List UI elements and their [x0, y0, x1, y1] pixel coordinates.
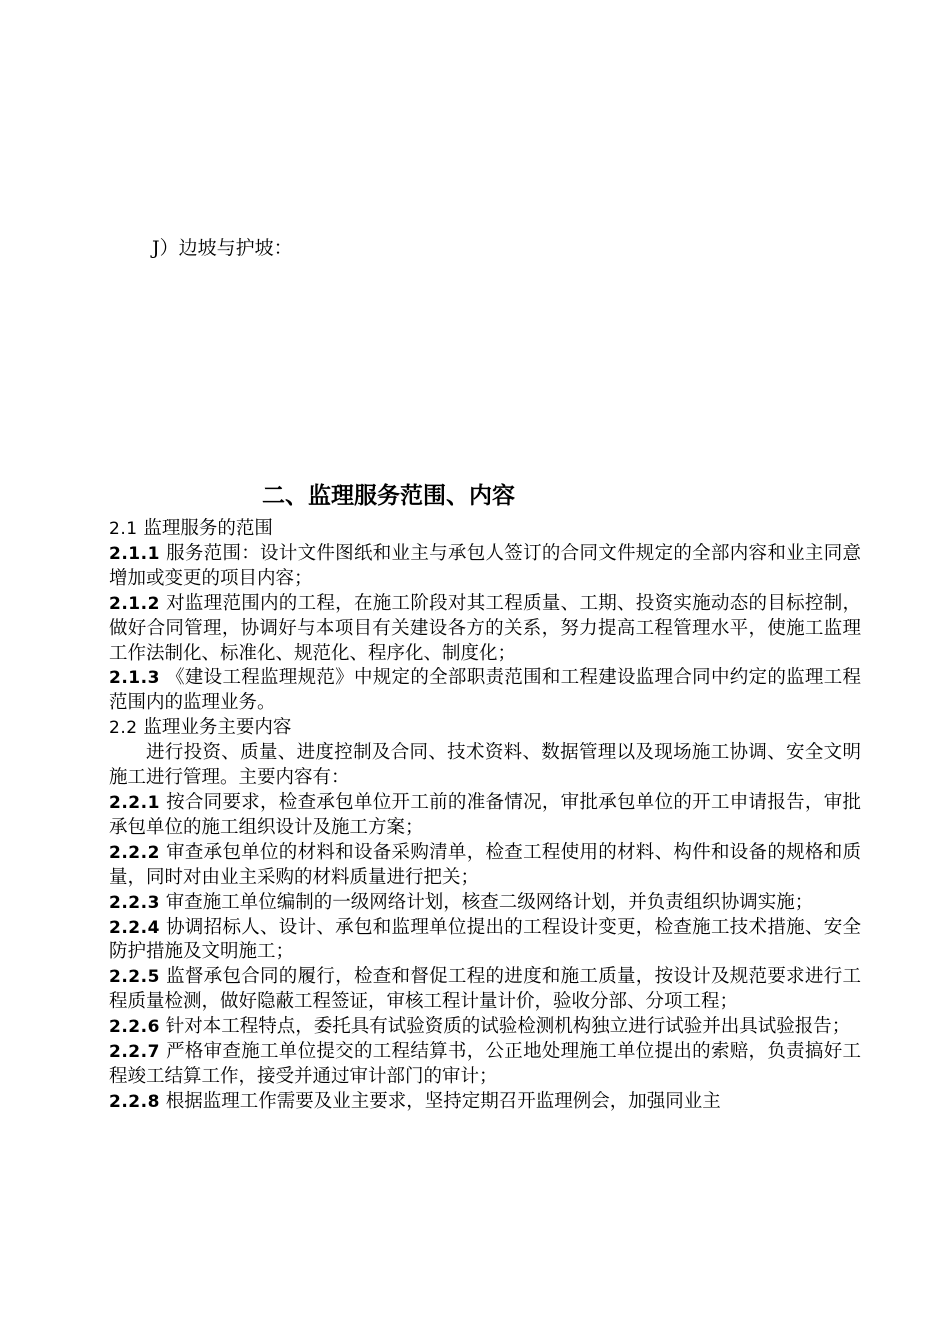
- item-j-slope-protection: J）边坡与护坡：: [152, 237, 293, 259]
- paragraph-2-2-4: [109, 916, 861, 966]
- paragraph-text: 严格审查施工单位提交的工程结算书，公正地处理施工单位提出的索赔，负责搞好工程竣工结算工作，接受并通过审计部门的审计；: [109, 1041, 861, 1087]
- paragraph-2-2-intro: [109, 741, 861, 791]
- paragraph-text: 审查施工单位编制的一级网络计划，核查二级网络计划，并负责组织协调实施；: [159, 891, 814, 913]
- paragraph-2-1-3: [109, 666, 861, 716]
- paragraph-number: 2.2.2: [109, 842, 160, 863]
- paragraph-number: 2.2.8: [109, 1091, 160, 1112]
- paragraph-number: 2.2.5: [109, 967, 160, 988]
- paragraph-2-2-1: [109, 791, 861, 841]
- paragraph-text: 服务范围：设计文件图纸和业主与承包人签订的合同文件规定的全部内容和业主同意增加或变更的项目内容；: [109, 542, 861, 589]
- paragraph-2-2-2: [109, 841, 861, 891]
- paragraph-text: 《建设工程监理规范》中规定的全部职责范围和工程建设监理合同中约定的监理工程范围内的监理业务。: [109, 667, 861, 714]
- paragraph-2-1-1: [109, 542, 861, 592]
- paragraph-2-1-2: [109, 592, 861, 667]
- paragraph-number: 2.1.1: [109, 543, 160, 564]
- paragraph-text: 协调招标人、设计、承包和监理单位提出的工程设计变更，检查施工技术措施、安全防护措施及文明施工；: [109, 916, 861, 963]
- paragraph-number: 2.2.1: [109, 792, 160, 813]
- paragraph-number: 2.2.6: [109, 1017, 160, 1038]
- paragraph-text: 根据监理工作需要及业主要求，坚持定期召开监理例会，加强同业主: [159, 1090, 721, 1112]
- paragraph-text: 监督承包合同的履行，检查和督促工程的进度和施工质量，按设计及规范要求进行工程质量检测，做好隐蔽工程签证，审核工程计量计价，验收分部、分项工程；: [109, 966, 861, 1013]
- paragraph-text: 监理服务的范围: [137, 518, 273, 539]
- section-heading: 二、监理服务范围、内容: [262, 483, 515, 509]
- paragraph-text: 针对本工程特点，委托具有试验资质的试验检测机构独立进行试验并出具试验报告；: [159, 1016, 851, 1038]
- paragraph-text: 按合同要求，检查承包单位开工前的准备情况，审批承包单位的开工申请报告，审批承包单位的施工组织设计及施工方案；: [109, 791, 861, 838]
- paragraph-text: 对监理范围内的工程，在施工阶段对其工程质量、工期、投资实施动态的目标控制，做好合同管理，协调好与本项目有关建设各方的关系，努力提高工程管理水平，使施工监理工作法制化、标准化、规范化、程序化、制度化；: [109, 592, 861, 664]
- paragraph-2-1: [109, 517, 861, 542]
- paragraph-2-2-8: [109, 1090, 861, 1115]
- body-text: [109, 517, 861, 1115]
- paragraph-number: 2.1: [109, 519, 138, 539]
- paragraph-number: 2.2.7: [109, 1042, 160, 1063]
- paragraph-2-2-6: [109, 1015, 861, 1040]
- paragraph-number: 2.2.4: [109, 917, 160, 938]
- paragraph-number: 2.1.2: [109, 593, 160, 614]
- paragraph-number: 2.2.3: [109, 892, 160, 913]
- paragraph-number: 2.2: [109, 718, 138, 739]
- paragraph-text: 进行投资、质量、进度控制及合同、技术资料、数据管理以及现场施工协调、安全文明施工进行管理。主要内容有：: [109, 742, 861, 789]
- paragraph-2-2: [109, 716, 861, 741]
- paragraph-text: 审查承包单位的材料和设备采购清单，检查工程使用的材料、构件和设备的规格和质量，同时对由业主采购的材料质量进行把关；: [109, 841, 861, 888]
- paragraph-2-2-7: [109, 1040, 861, 1090]
- paragraph-2-2-3: [109, 891, 861, 916]
- paragraph-text: 监理业务主要内容: [137, 717, 292, 739]
- paragraph-number: 2.1.3: [109, 668, 160, 689]
- paragraph-2-2-5: [109, 965, 861, 1015]
